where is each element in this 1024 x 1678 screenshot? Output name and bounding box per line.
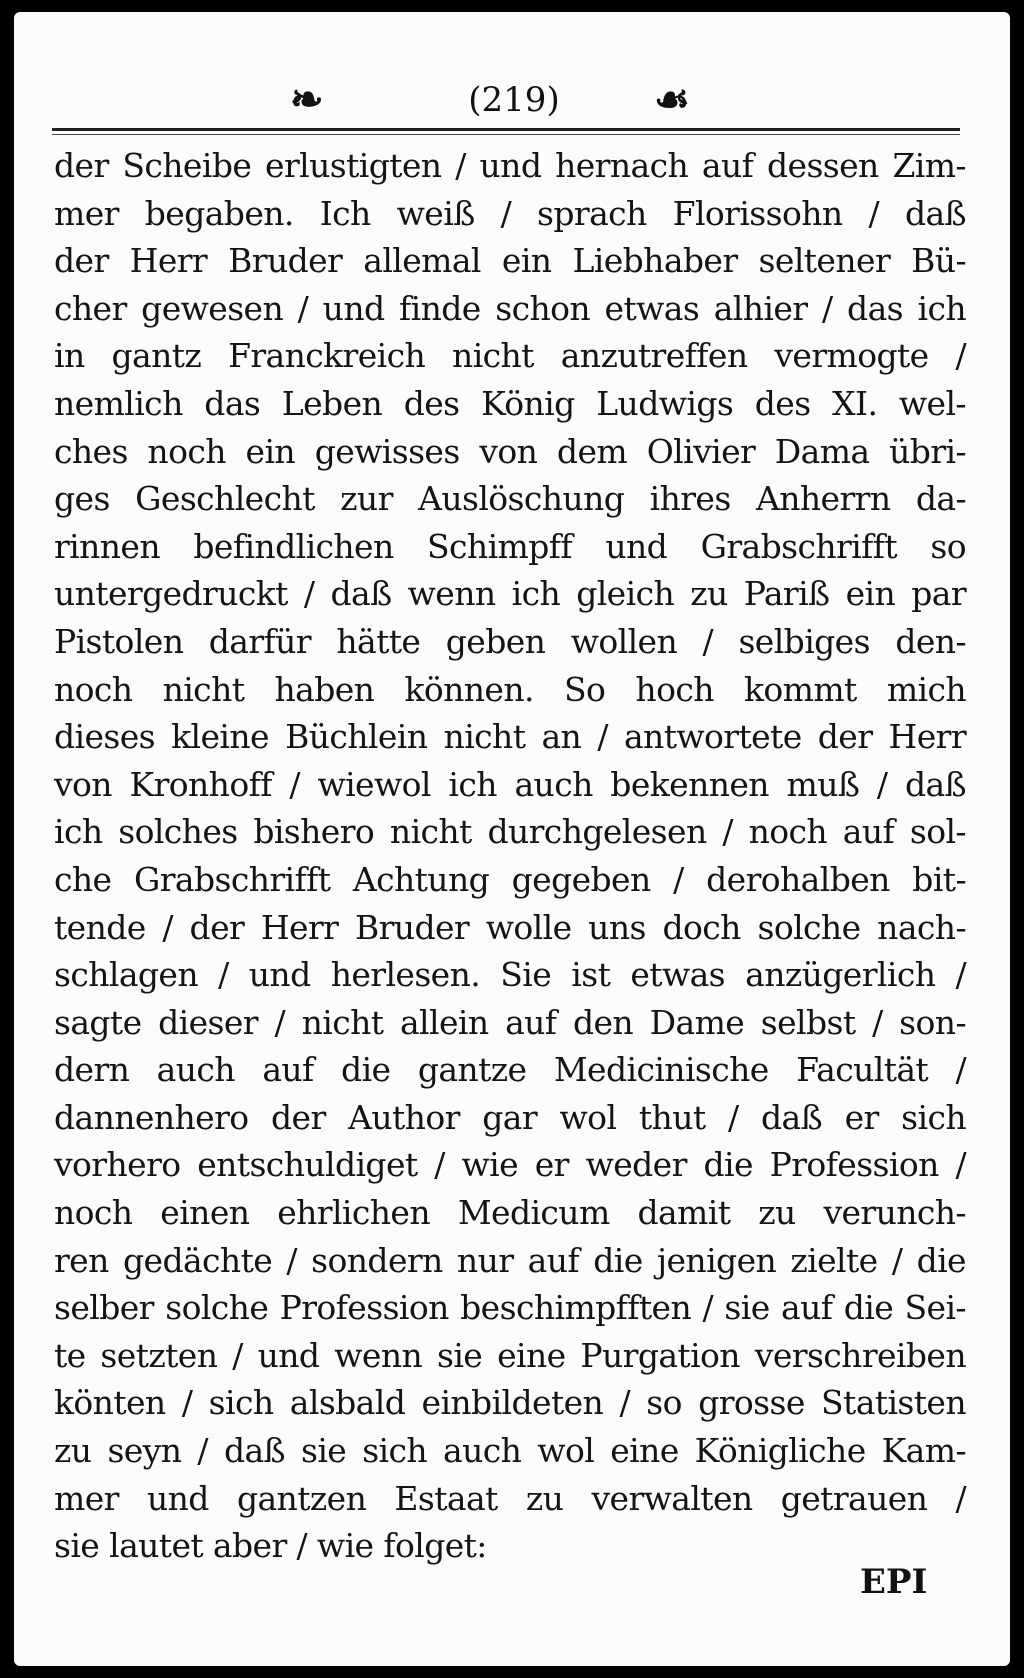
text-line: noch einen ehrlichen Medicum damit zu verunch- (54, 1193, 966, 1233)
text-line: che Grabschrifft Achtung gegeben / derohalben bit- (54, 859, 966, 899)
text-line: Pistolen darfür hätte geben wollen / selbiges den- (54, 621, 966, 661)
text-line: der Scheibe erlustigten / und hernach auf dessen Zim- (54, 146, 966, 185)
text-line: von Kronhoff / wiewol ich auch bekennen muß / daß (54, 764, 966, 804)
catchword: EPI (860, 1562, 928, 1602)
text-line: mer begaben. Ich weiß / sprach Florissohn / daß (54, 193, 966, 233)
text-line: selber solche Profession beschimpfften / sie auf die Sei- (54, 1288, 966, 1328)
text-line: könten / sich alsbald einbildeten / so grosse Statisten (54, 1383, 966, 1423)
text-line: mer und gantzen Estaat zu verwalten getrauen / (54, 1478, 966, 1518)
text-line: ren gedächte / sondern nur auf die jenigen zielte / die (54, 1240, 966, 1280)
text-line: dieses kleine Büchlein nicht an / antwortete der Herr (54, 717, 966, 757)
book-page (14, 12, 1010, 1666)
left-ornament-icon: ❧ (290, 76, 320, 123)
text-line: untergedruckt / daß wenn ich gleich zu Pariß ein par (54, 574, 966, 614)
text-line: schlagen / und herlesen. Sie ist etwas anzügerlich / (54, 955, 966, 995)
text-line: cher gewesen / und finde schon etwas alhier / das ich (54, 288, 966, 328)
header-rule-thin (52, 134, 960, 135)
text-line: te setzten / und wenn sie eine Purgation verschreiben (54, 1335, 966, 1375)
text-line: dannenhero der Author gar wol thut / daß er sich (54, 1097, 966, 1137)
text-line: dern auch auf die gantze Medicinische Facultät / (54, 1050, 966, 1090)
text-line: vorhero entschuldiget / wie er weder die Profession / (54, 1145, 966, 1185)
body-text (54, 142, 966, 1570)
text-line: ches noch ein gewisses von dem Olivier Dama übri- (54, 431, 966, 471)
text-line: ges Geschlecht zur Auslöschung ihres Anherrn da- (54, 479, 966, 519)
text-line: nemlich das Leben des König Ludwigs des XI. wel- (54, 383, 966, 423)
text-line: noch nicht haben können. So hoch kommt mich (54, 669, 966, 709)
text-line: in gantz Franckreich nicht anzutreffen vermogte / (54, 336, 966, 376)
page-header (14, 76, 1010, 132)
text-line: tende / der Herr Bruder wolle uns doch solche nach- (54, 907, 966, 947)
text-line: rinnen befindlichen Schimpff und Grabschrifft so (54, 526, 966, 566)
header-rule (52, 128, 960, 131)
page-number: (219) (468, 80, 560, 120)
right-ornament-icon: ☙ (654, 76, 686, 123)
text-line: zu seyn / daß sie sich auch wol eine Königliche Kam- (54, 1431, 966, 1471)
text-line: sie lautet aber / wie folget: (54, 1526, 487, 1566)
text-line: sagte dieser / nicht allein auf den Dame selbst / son- (54, 1002, 966, 1042)
text-line: ich solches bishero nicht durchgelesen / noch auf sol- (54, 812, 966, 852)
text-line: der Herr Bruder allemal ein Liebhaber seltener Bü- (54, 241, 966, 281)
